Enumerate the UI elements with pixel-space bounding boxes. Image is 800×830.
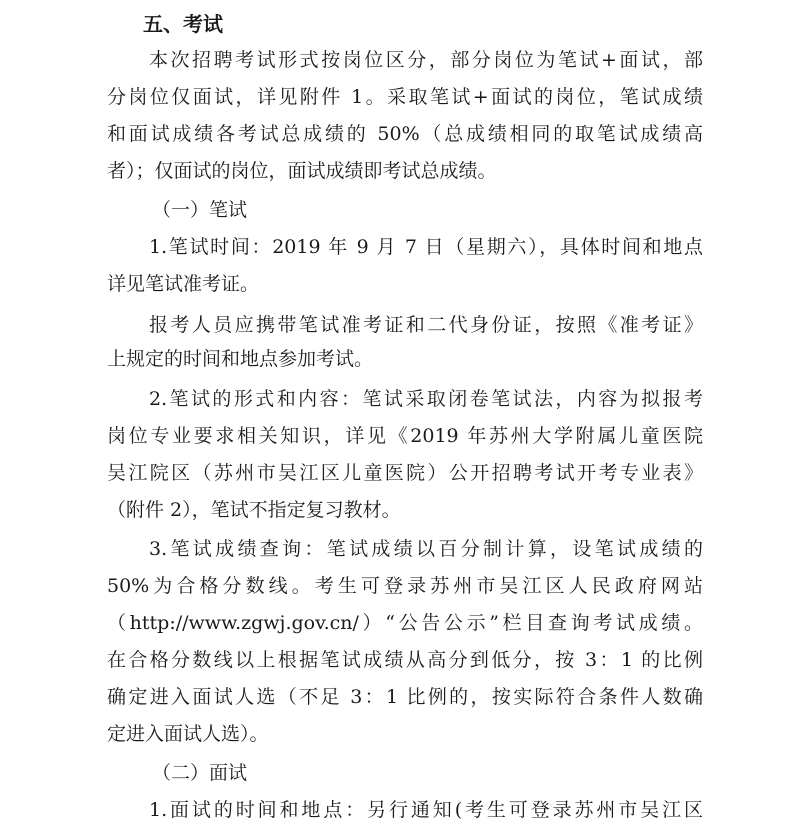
interview-time-line-1: 1.面试的时间和地点：另行通知(考生可登录苏州市吴江区 xyxy=(149,799,703,821)
intro-line-4: 者）；仅面试的岗位，面试成绩即考试总成绩。 xyxy=(107,160,497,182)
written-time-line-1: 1.笔试时间：2019 年 9 月 7 日（星期六），具体时间和地点 xyxy=(149,236,703,258)
written-content-line-2: 岗位专业要求相关知识，详见《2019 年苏州大学附属儿童医院 xyxy=(107,425,703,447)
written-bring-line-2: 上规定的时间和地点参加考试。 xyxy=(107,348,374,370)
score-query-line-3: （http://www.zgwj.gov.cn/）“公告公示”栏目查询考试成绩。 xyxy=(107,612,703,634)
written-exam-title: （一）笔试 xyxy=(152,199,248,221)
score-query-line-4: 在合格分数线以上根据笔试成绩从高分到低分，按 3：1 的比例 xyxy=(107,649,703,671)
score-query-line-2: 50%为合格分数线。考生可登录苏州市吴江区人民政府网站 xyxy=(107,575,703,597)
written-time-line-2: 详见笔试准考证。 xyxy=(107,273,260,295)
written-content-line-4: （附件 2），笔试不指定复习教材。 xyxy=(107,499,401,521)
written-bring-line-1: 报考人员应携带笔试准考证和二代身份证，按照《准考证》 xyxy=(149,314,703,336)
intro-line-3: 和面试成绩各考试总成绩的 50%（总成绩相同的取笔试成绩高 xyxy=(107,123,703,145)
score-query-line-6: 定进入面试人选）。 xyxy=(107,723,269,745)
interview-title: （二）面试 xyxy=(152,762,248,784)
score-query-line-5: 确定进入面试人选（不足 3：1 比例的，按实际符合条件人数确 xyxy=(107,686,703,708)
written-content-line-3: 吴江院区（苏州市吴江区儿童医院）公开招聘考试开考专业表》 xyxy=(107,462,703,484)
intro-line-1: 本次招聘考试形式按岗位区分，部分岗位为笔试+面试，部 xyxy=(149,49,703,71)
score-query-line-1: 3.笔试成绩查询：笔试成绩以百分制计算，设笔试成绩的 xyxy=(149,538,703,560)
section-heading: 五、考试 xyxy=(143,12,223,36)
intro-line-2: 分岗位仅面试，详见附件 1。采取笔试+面试的岗位，笔试成绩 xyxy=(107,86,703,108)
written-content-line-1: 2.笔试的形式和内容：笔试采取闭卷笔试法，内容为拟报考 xyxy=(149,388,703,410)
